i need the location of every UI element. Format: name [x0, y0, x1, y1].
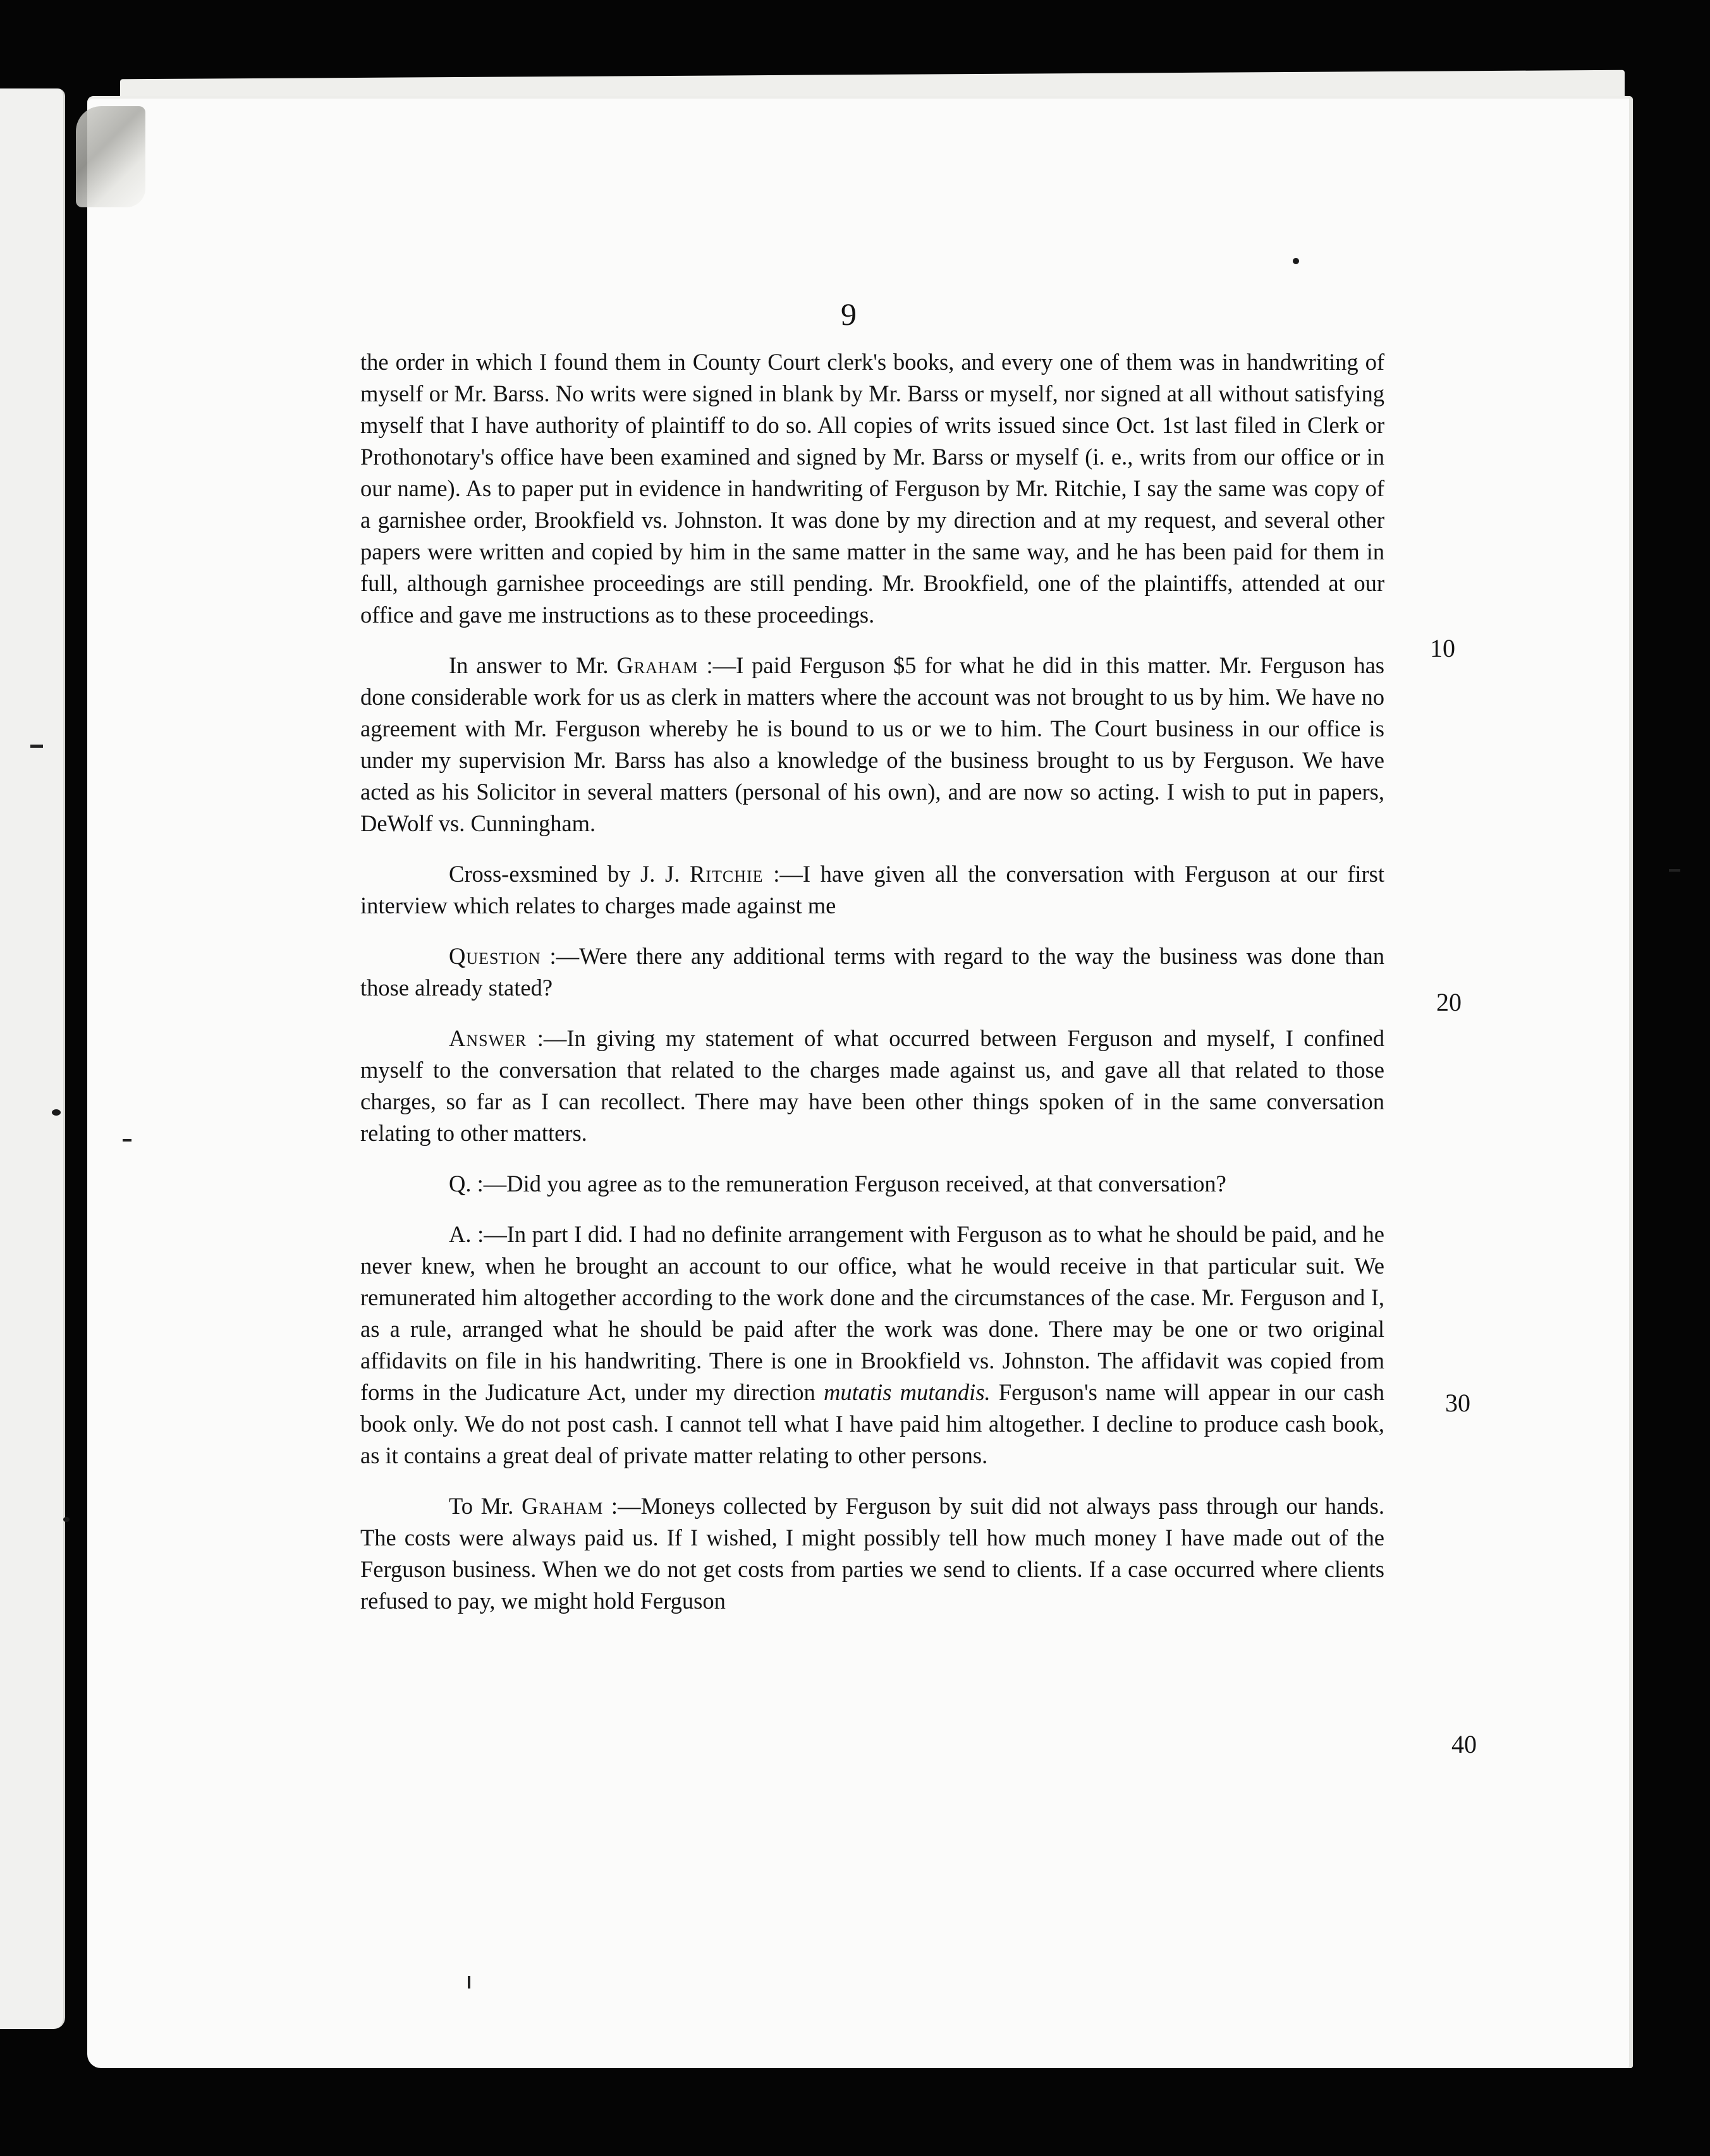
- previous-page-edge: [0, 88, 65, 2029]
- paragraph: [360, 1490, 1384, 1617]
- paragraph-text: Ferguson's name will appear in our cash book only. We do not post cash. I cannot tell what I have paid him altogether. I decline to produce cash book, as it contains a great deal of private matter relating to other persons.: [360, 1379, 1384, 1468]
- scan-mark: [468, 1976, 470, 1989]
- line-number-30: 30: [1445, 1389, 1470, 1417]
- paragraph-text: Q. :—Did you agree as to the remuneration Ferguson received, at that conversation?: [449, 1171, 1226, 1197]
- speaker-name: Ritchie: [689, 861, 764, 887]
- line-number-20: 20: [1436, 988, 1462, 1016]
- scan-speck: [1293, 258, 1299, 264]
- speaker-name: Graham: [616, 652, 699, 678]
- paragraph-text: :—Moneys collected by Ferguson by suit did not always pass through our hands. The costs were always paid us. If I wished, I might possibly tell how much money I have made out of the Ferguson business. When we do not get costs from parties we send to clients. If a case occurred where clients refused to pay, we might hold Ferguson: [360, 1493, 1385, 1614]
- line-number-40: 40: [1451, 1730, 1477, 1758]
- paragraph-text: Cross-exsmined by J. J.: [449, 861, 690, 887]
- paragraph: [360, 1023, 1384, 1149]
- paragraph-text: To Mr.: [449, 1493, 522, 1519]
- paragraph-text: A. :—In part I did. I had no definite arrangement with Ferguson as to what he should be paid, and he never knew, when he brought an account to our office, what he would receive in that particular suit. We remunerated him altogether according to the work done and the circumstances of the case. Mr. Ferguson and I, as a rule, arranged what he should be paid after the work was done. There may be one or two original affidavits on file in his handwriting. There is one in Brookfield vs. Johnston. The affidavit was copied from forms in the Judicature Act, under my direction: [360, 1221, 1384, 1405]
- paragraph-text: :—I paid Ferguson $5 for what he did in this matter. Mr. Ferguson has done considerable work for us as clerk in matters where the account was not brought to us by him. We have no agreement with Mr. Ferguson whereby he is bound to us or we to him. The Court business in our office is under my supervision Mr. Barss has also a knowledge of the business brought to us by Ferguson. We have acted as his Solicitor in several matters (personal of his own), and are now so acting. I wish to put in papers, DeWolf vs. Cunningham.: [360, 652, 1384, 836]
- speaker-name: Graham: [522, 1493, 604, 1519]
- paragraph: [360, 858, 1384, 922]
- paragraph-text: In answer to Mr.: [449, 652, 617, 678]
- paragraph: [360, 650, 1384, 839]
- paragraph: [360, 1219, 1384, 1471]
- paragraph: [360, 1168, 1384, 1200]
- paragraph-text: :—In giving my statement of what occurred between Ferguson and myself, I confined myself to the conversation that related to the charges made against us, and gave all that related to those charges, so far as I can recollect. There may have been other things spoken of in the same conversation relating to other matters.: [360, 1025, 1384, 1146]
- folded-corner: [76, 106, 145, 207]
- speaker-name: Question: [449, 943, 541, 969]
- italic-phrase: mutatis mutandis.: [824, 1379, 991, 1405]
- page-number: 9: [841, 296, 857, 332]
- scan-mark: [30, 745, 43, 748]
- scan-mark: [1669, 869, 1680, 872]
- paragraph: [360, 941, 1384, 1004]
- scan-speck: [63, 1517, 70, 1522]
- paragraph: [360, 346, 1384, 631]
- speaker-name: Answer: [449, 1025, 527, 1051]
- paragraph-text: :—I have given all the conversation with Ferguson at our first interview which relates to charges made against me: [360, 861, 1384, 918]
- testimony-text: [360, 346, 1384, 1636]
- paragraph-text: :—Were there any additional terms with regard to the way the business was done than those already stated?: [360, 943, 1384, 1001]
- line-number-10: 10: [1430, 634, 1455, 662]
- scan-mark: [123, 1139, 131, 1142]
- paragraph-text: the order in which I found them in County Court clerk's books, and every one of them was in handwriting of myself or Mr. Barss. No writs were signed in blank by Mr. Barss or myself, nor signed at all without satisfying myself that I have authority of plaintiff to do so. All copies of writs issued since Oct. 1st last filed in Clerk or Prothonotary's office have been examined and signed by Mr. Barss or myself (i. e., writs from our office or in our name). As to paper put in evidence in handwriting of Ferguson by Mr. Ritchie, I say the same was copy of a garnishee order, Brookfield vs. Johnston. It was done by my direction and at my request, and several other papers were written and copied by him in the same matter in the same way, and he has been paid for them in full, although garnishee proceedings are still pending. Mr. Brookfield, one of the plaintiffs, attended at our office and gave me instructions as to these proceedings.: [360, 349, 1384, 628]
- scan-speck: [52, 1109, 61, 1116]
